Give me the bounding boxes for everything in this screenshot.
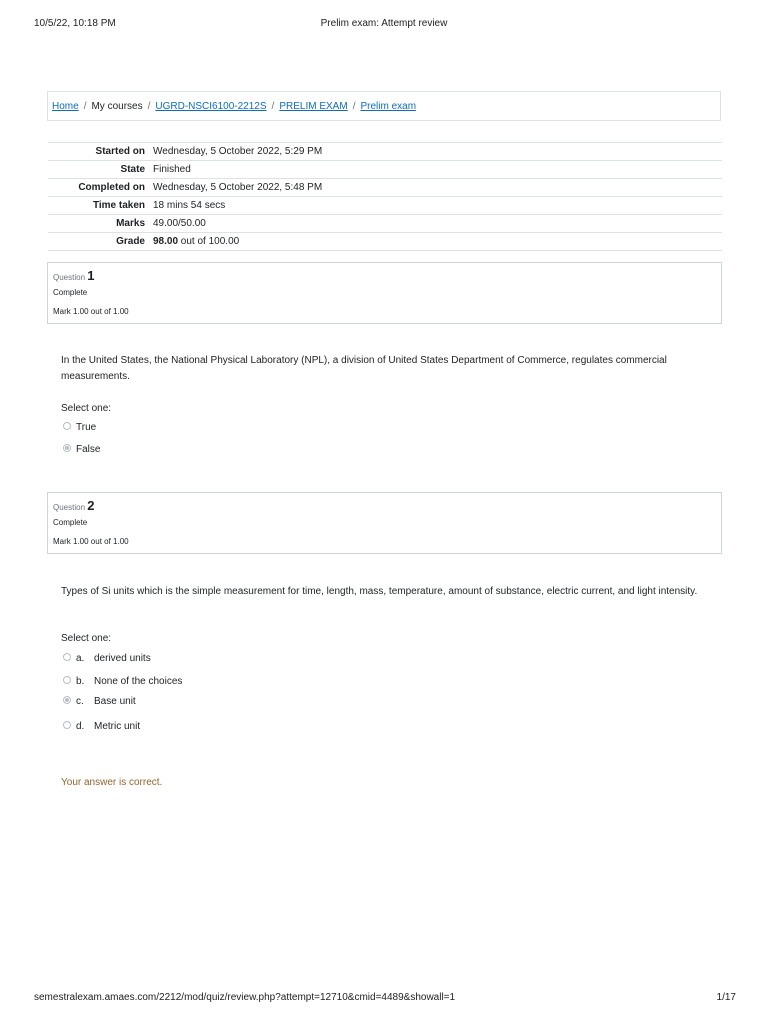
summary-row-grade xyxy=(48,233,722,251)
summary-label: Marks xyxy=(48,215,153,233)
breadcrumb-my-courses: My courses xyxy=(91,101,143,112)
radio-button-icon[interactable] xyxy=(63,422,71,430)
grade-out-of: out of 100.00 xyxy=(178,236,240,247)
question-label: Question xyxy=(53,503,86,512)
summary-value: Wednesday, 5 October 2022, 5:48 PM xyxy=(153,179,722,197)
radio-button-checked-icon[interactable] xyxy=(63,444,71,452)
summary-row-state xyxy=(48,161,722,179)
breadcrumb-separator: / xyxy=(83,101,87,112)
summary-value: Wednesday, 5 October 2022, 5:29 PM xyxy=(153,143,722,161)
option-letter: c. xyxy=(76,696,84,707)
question-1-info xyxy=(47,262,722,324)
summary-value: 49.00/50.00 xyxy=(153,215,722,233)
summary-label: Completed on xyxy=(48,179,153,197)
summary-label: Grade xyxy=(48,233,153,251)
breadcrumb-separator: / xyxy=(352,101,356,112)
question-mark: Mark 1.00 out of 1.00 xyxy=(53,537,129,546)
question-2-feedback: Your answer is correct. xyxy=(61,777,163,788)
question-label: Question xyxy=(53,273,86,282)
grade-score: 98.00 xyxy=(153,236,179,247)
breadcrumb-separator: / xyxy=(147,101,151,112)
summary-label: State xyxy=(48,161,153,179)
question-state: Complete xyxy=(53,288,88,297)
question-2-prompt: Select one: xyxy=(61,633,112,644)
print-datetime: 10/5/22, 10:18 PM xyxy=(34,18,116,29)
radio-button-icon[interactable] xyxy=(63,721,71,729)
question-number-value: 1 xyxy=(87,268,95,283)
option-letter: b. xyxy=(76,676,85,687)
option-letter: d. xyxy=(76,721,85,732)
print-page-number: 1/17 xyxy=(716,992,736,1003)
question-state: Complete xyxy=(53,518,88,527)
question-number-value: 2 xyxy=(87,498,95,513)
option-letter: a. xyxy=(76,653,85,664)
radio-button-icon[interactable] xyxy=(63,676,71,684)
question-2-option-d[interactable] xyxy=(63,720,140,734)
summary-row-completed xyxy=(48,179,722,197)
summary-row-marks xyxy=(48,215,722,233)
question-2-option-b[interactable] xyxy=(63,675,182,689)
question-number xyxy=(53,498,95,513)
option-label: True xyxy=(76,422,97,433)
print-url: semestralexam.amaes.com/2212/mod/quiz/review.php?attempt=12710&cmid=4489&showall=1 xyxy=(34,992,456,1003)
question-2-text: Types of Si units which is the simple measurement for time, length, mass, temperature, amount of substance, electric current, and light intensity. xyxy=(61,586,698,597)
radio-button-icon[interactable] xyxy=(63,653,71,661)
breadcrumb-separator: / xyxy=(271,101,275,112)
summary-label: Started on xyxy=(48,143,153,161)
breadcrumb-home-link[interactable]: Home xyxy=(52,101,79,112)
option-label: derived units xyxy=(94,653,151,664)
summary-value: 18 mins 54 secs xyxy=(153,197,722,215)
summary-label: Time taken xyxy=(48,197,153,215)
breadcrumb-course-link[interactable]: UGRD-NSCI6100-2212S xyxy=(155,101,267,112)
question-1-option-false[interactable] xyxy=(63,443,100,457)
question-1-prompt: Select one: xyxy=(61,403,112,414)
question-1-option-true[interactable] xyxy=(63,421,96,435)
radio-button-checked-icon[interactable] xyxy=(63,696,71,704)
breadcrumb-quiz-link[interactable]: Prelim exam xyxy=(360,101,417,112)
question-2-option-a[interactable] xyxy=(63,652,151,666)
summary-row-time-taken xyxy=(48,197,722,215)
question-2-option-c[interactable] xyxy=(63,695,136,709)
question-2-info xyxy=(47,492,722,554)
option-label: Base unit xyxy=(94,696,136,707)
summary-row-started xyxy=(48,143,722,161)
question-mark: Mark 1.00 out of 1.00 xyxy=(53,307,129,316)
option-label: False xyxy=(76,444,101,455)
print-header xyxy=(0,18,768,32)
breadcrumb-section-link[interactable]: PRELIM EXAM xyxy=(279,101,348,112)
print-title: Prelim exam: Attempt review xyxy=(320,18,448,29)
option-label: None of the choices xyxy=(94,676,183,687)
summary-value: Finished xyxy=(153,161,722,179)
question-1-text: In the United States, the National Physical Laboratory (NPL), a division of United States Department of Commerce, regulates commercial measurements. xyxy=(61,355,667,382)
breadcrumb xyxy=(47,91,721,121)
print-footer xyxy=(0,992,768,1006)
attempt-summary-table xyxy=(48,142,722,251)
option-label: Metric unit xyxy=(94,721,141,732)
summary-value xyxy=(153,233,722,251)
question-number xyxy=(53,268,95,283)
